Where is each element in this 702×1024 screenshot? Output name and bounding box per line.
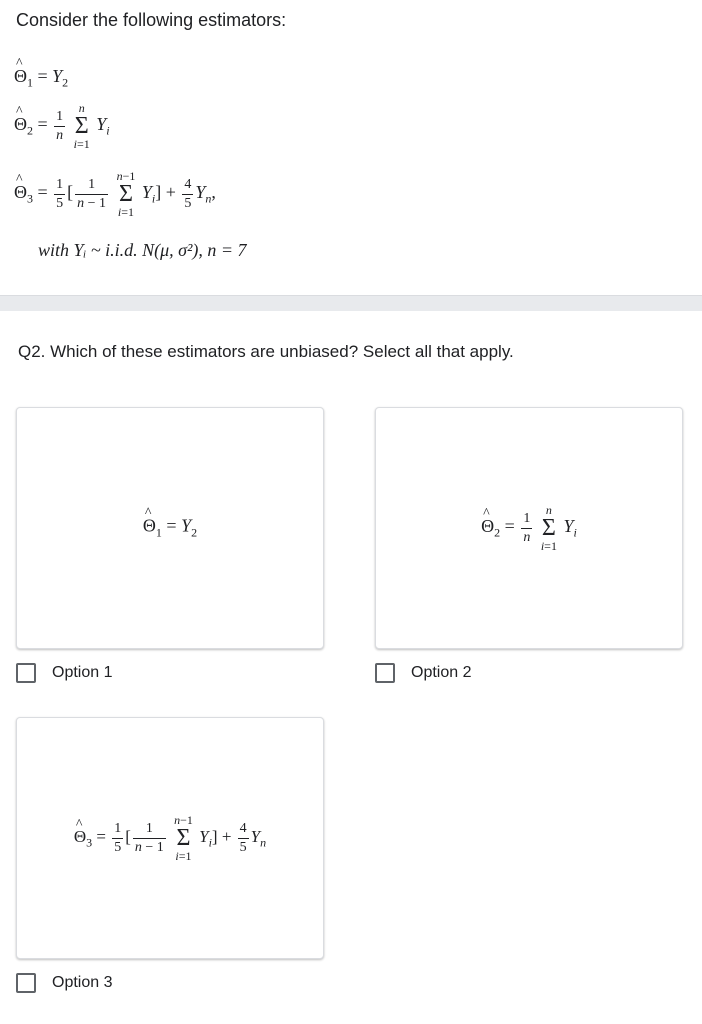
option-1-formula: ^ $\Theta_1 = Y_2$ xyxy=(17,516,323,541)
intro-title: Consider the following estimators: xyxy=(16,10,287,30)
option-2-card[interactable] xyxy=(375,407,683,649)
section-divider xyxy=(0,295,702,311)
option-3-card[interactable] xyxy=(16,717,324,959)
option-1-checkbox[interactable] xyxy=(16,663,36,683)
option-3-label: Option 3 xyxy=(52,974,113,991)
option-1-label: Option 1 xyxy=(52,664,113,681)
question-text: Q2. Which of these estimators are unbiased? Select all that apply. xyxy=(18,342,514,361)
option-2-checkbox-row[interactable] xyxy=(375,663,471,683)
option-2-formula: ^ $\Theta_2$ = $\frac{1}{n}$ n Σ i=1 $Y_i$ xyxy=(376,504,682,552)
option-1-card[interactable] xyxy=(16,407,324,649)
distribution-condition: with Yᵢ ~ i.i.d. N(μ, σ²), n = 7 xyxy=(38,240,247,260)
estimator-2-formula: ^ $\Theta_2$ = $\frac{1}{n}$ n Σ i=1 $Y_i$ xyxy=(14,102,110,150)
option-1-checkbox-row[interactable] xyxy=(16,663,112,683)
option-3-formula: ^ $\Theta_3$ = $\frac{1}{5}$ [ $\frac{1}{n - 1}$ n−1 Σ i=1 $Y_i$] + $\frac{4}{5}$ $Y_n$ xyxy=(17,814,323,862)
option-3-checkbox[interactable] xyxy=(16,973,36,993)
option-2-checkbox[interactable] xyxy=(375,663,395,683)
estimator-3-formula: ^ $\Theta_3$ = $\frac{1}{5}$ [ $\frac{1}{n - 1}$ n−1 Σ i=1 $Y_i$] + $\frac{4}{5}$ $Y_n$, xyxy=(14,170,216,218)
option-2-label: Option 2 xyxy=(411,664,472,681)
option-3-checkbox-row[interactable] xyxy=(16,973,112,993)
estimator-1-formula: ^ $\Theta_1 = Y_2$ xyxy=(14,66,68,91)
